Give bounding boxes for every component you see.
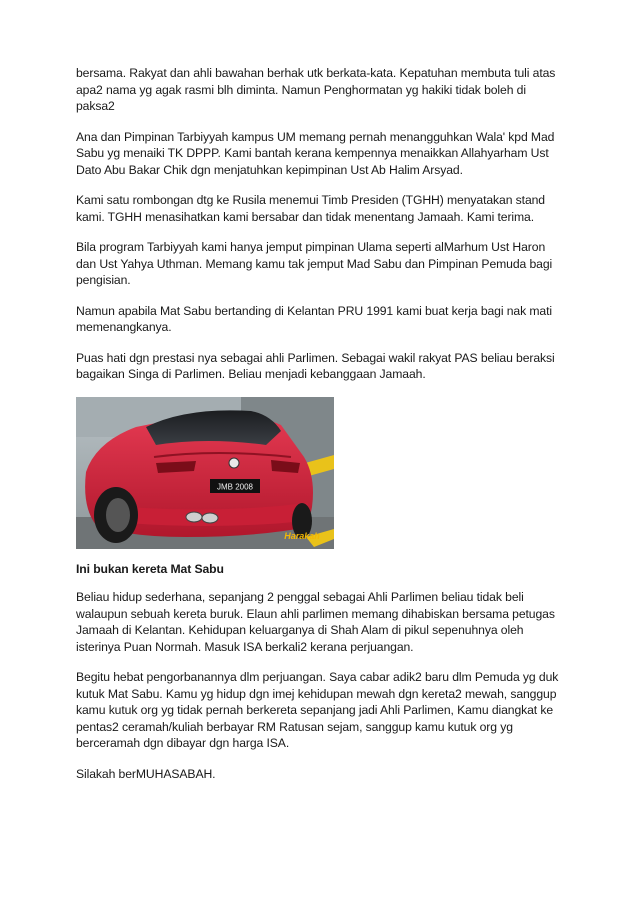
paragraph-1: bersama. Rakyat dan ahli bawahan berhak utk berkata-kata. Kepatuhan membuta tuli atas apa2 nama yg agak rasmi blh diminta. Namun Penghormatan yg hakiki tidak boleh di paksa2 [76, 66, 556, 113]
paragraph-6: Puas hati dgn prestasi nya sebagai ahli Parlimen. Sebagai wakil rakyat PAS beliau beraksi bagaikan Singa di Parlimen. Beliau menjadi kebanggaan Jamaah. [76, 350, 555, 381]
watermark-text: Harakah [284, 530, 320, 541]
paragraph-9: Silakah berMUHASABAH. [76, 766, 216, 781]
paragraph-4: Bila program Tarbiyyah kami hanya jemput pimpinan Ulama seperti alMarhum Ust Haron dan Ust Yahya Uthman. Memang kamu tak jemput Mad Sabu dan Pimpinan Pemuda bagi pengisian. [76, 240, 553, 287]
paragraph-2: Ana dan Pimpinan Tarbiyyah kampus UM memang pernah menangguhkan Wala' kpd Mad Sabu yg menaiki TK DPPP. Kami bantah kerana kempennya menaikkan Allahyarham Ust Dato Abu Bakar Chik dgn menjatuhkan kepimpinan Ust Ab Halim Arsyad. [76, 129, 555, 177]
paragraph-7: Beliau hidup sederhana, sepanjang 2 penggal sebagai Ahli Parlimen beliau tidak beli walaupun sebuah kereta buruk. Elaun ahli parlimen memang dihabiskan bersama petugas Jamaah di Kelantan. Kehidupan keluarganya di Shah Alam di pikul sepenuhnya oleh isterinya Puan Normah. Masuk ISA berkali2 kerana perjuangan. [76, 590, 555, 654]
document-body [76, 65, 566, 796]
plate-text: JMB 2008 [216, 482, 254, 491]
paragraph-8: Begitu hebat pengorbanannya dlm perjuangan. Saya cabar adik2 baru dlm Pemuda yg duk kutuk Mat Sabu. Kamu yg hidup dgn imej kehidupan mewah dgn kereta2 mewah, sanggup kamu kutuk org yg tidak pernah berkereta sepanjang jadi Ahli Parlimen, Kamu diangkat ke pentas2 ceramah/kuliah berbayar RM Ratusan sejam, sanggup kamu kutuk org yg berceramah dgn dibayar dgn harga ISA. [76, 670, 559, 750]
photo-caption: Ini bukan kereta Mat Sabu [76, 561, 224, 576]
paragraph-3: Kami satu rombongan dtg ke Rusila menemui Timb Presiden (TGHH) menyatakan stand kami. TGHH menasihatkan kami bersabar dan tidak menentang Jamaah. Kami terima. [76, 193, 545, 224]
car-photo [76, 397, 334, 549]
paragraph-5: Namun apabila Mat Sabu bertanding di Kelantan PRU 1991 kami buat kerja bagi nak mati memenangkanya. [76, 303, 553, 334]
